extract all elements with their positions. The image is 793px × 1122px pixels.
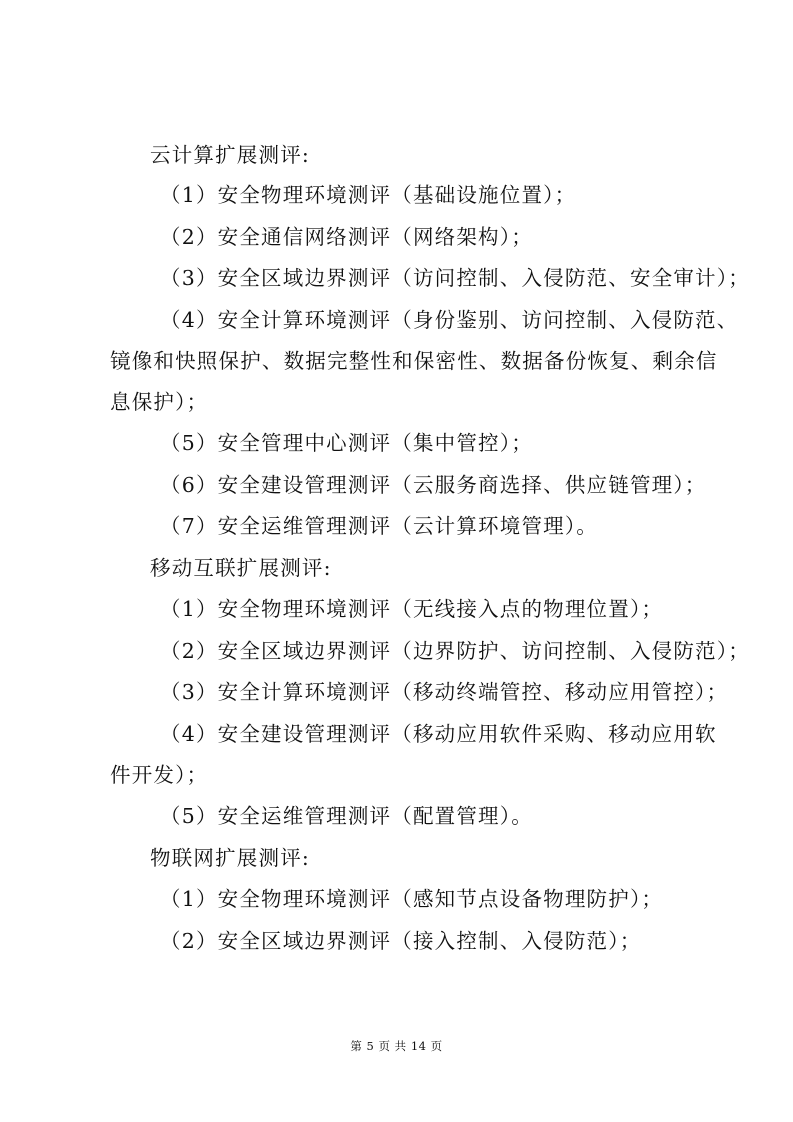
list-item: （1）安全物理环境测评（无线接入点的物理位置）；	[160, 597, 664, 621]
section-heading-mobile: 移动互联扩展测评:	[150, 556, 332, 580]
section-heading-cloud: 云计算扩展测评:	[150, 143, 311, 167]
list-item: （2）安全通信网络测评（网络架构）；	[160, 225, 533, 249]
page-number: 第 5 页 共 14 页	[350, 1039, 443, 1053]
list-item: （5）安全运维管理测评（配置管理）。	[160, 804, 533, 828]
list-item: （7）安全运维管理测评（云计算环境管理）。	[160, 514, 598, 538]
list-item: （4）安全建设管理测评（移动应用软件采购、移动应用软	[160, 722, 717, 746]
list-item-continuation: 息保护）；	[110, 390, 209, 414]
section-heading-iot: 物联网扩展测评:	[150, 846, 311, 870]
list-item: （1）安全物理环境测评（基础设施位置）；	[160, 183, 577, 207]
list-item: （3）安全计算环境测评（移动终端管控、移动应用管控）；	[160, 680, 729, 704]
list-item: （2）安全区域边界测评（边界防护、访问控制、入侵防范）；	[160, 639, 750, 663]
list-item: （6）安全建设管理测评（云服务商选择、供应链管理）；	[160, 473, 707, 497]
list-item-continuation: 镜像和快照保护、数据完整性和保密性、数据备份恢复、剩余信	[110, 349, 718, 373]
list-item: （2）安全区域边界测评（接入控制、入侵防范）；	[160, 929, 642, 953]
list-item: （3）安全区域边界测评（访问控制、入侵防范、安全审计）；	[160, 266, 750, 290]
list-item: （5）安全管理中心测评（集中管控）；	[160, 431, 533, 455]
list-item: （1）安全物理环境测评（感知节点设备物理防护）；	[160, 887, 664, 911]
list-item: （4）安全计算环境测评（身份鉴别、访问控制、入侵防范、	[160, 308, 739, 332]
list-item-continuation: 件开发）；	[110, 763, 209, 787]
